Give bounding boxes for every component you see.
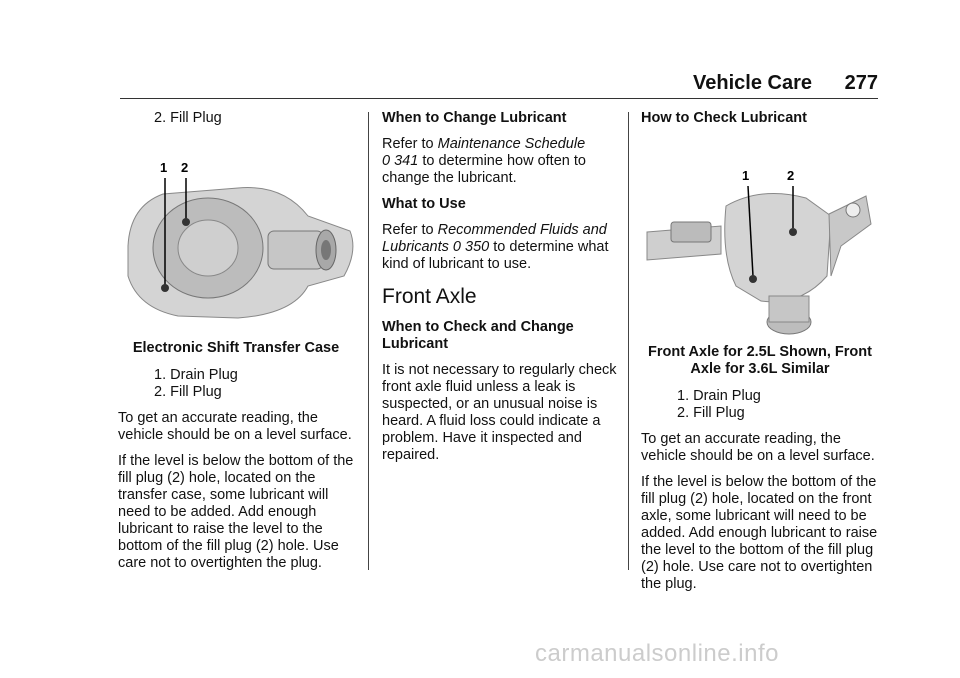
paragraph: Refer to Maintenance Schedule 0 341 to determine how often to change the lubricant. [382, 136, 586, 186]
paragraph: To get an accurate reading, the vehicle should be on a level surface. [641, 431, 875, 464]
xref-maintenance-schedule[interactable]: Maintenance Schedule [437, 136, 586, 152]
callout-1: 1 [742, 168, 750, 183]
figure-caption: Electronic Shift Transfer Case [132, 340, 340, 356]
list-item: 2. Fill Plug [154, 384, 222, 400]
footer-watermark: carmanualsonline.info [535, 640, 779, 667]
section-heading: When to Check and Change Lubricant [382, 319, 574, 352]
section-heading: When to Change Lubricant [382, 110, 567, 126]
section-heading: How to Check Lubricant [641, 110, 807, 126]
list-item: 1. Drain Plug [677, 388, 761, 404]
page-number: 277 [844, 72, 878, 94]
transfer-case-illustration [118, 136, 354, 334]
column-divider-1 [368, 112, 369, 570]
header-rule [120, 98, 878, 99]
callout-2: 2 [181, 160, 189, 175]
callout-1: 1 [160, 160, 168, 175]
front-axle-illustration [641, 136, 879, 338]
xref-recommended-fluids[interactable]: Recommended Fluids and Lubricants [382, 222, 607, 255]
list-item: 2. Fill Plug [677, 405, 745, 421]
column-divider-2 [628, 112, 629, 570]
column-2 [382, 110, 618, 473]
paragraph: It is not necessary to regularly check front axle fluid unless a leak is suspected, or an unusual noise is heard. A fluid loss could indicate a problem. Have it inspected and repaired. [382, 362, 617, 463]
plug-list [641, 388, 879, 422]
page-header [120, 72, 878, 100]
section-heading: What to Use [382, 196, 466, 212]
list-item: 2. Fill Plug [154, 110, 222, 126]
transfer-case-figure [118, 136, 354, 334]
xref-page-341[interactable]: 0 341 [382, 153, 419, 169]
xref-page-350[interactable]: 0 350 [448, 239, 490, 255]
column-1 [118, 110, 354, 581]
paragraph: Refer to Recommended Fluids and Lubricants 0 350 to determine what kind of lubricant to use. [382, 222, 609, 272]
paragraph: To get an accurate reading, the vehicle should be on a level surface. [118, 410, 352, 443]
callout-2: 2 [787, 168, 795, 183]
header-title: Vehicle Care [693, 72, 812, 94]
paragraph: If the level is below the bottom of the fill plug (2) hole, located on the front axle, some lubricant will need to be added. Add enough lubricant to raise the level to the bottom of the fill plug (2) hole. Use care not to overtighten the plug. [641, 474, 878, 592]
section-title: Front Axle [382, 285, 477, 308]
front-axle-figure [641, 136, 879, 338]
figure-caption: Front Axle for 2.5L Shown, Front Axle for 3.6L Similar [648, 344, 872, 377]
plug-list [118, 367, 354, 401]
paragraph: If the level is below the bottom of the fill plug (2) hole, located on the transfer case, some lubricant will need to be added. Add enough lubricant to raise the level to the bottom of the fill plug (2) hole. Use care not to overtighten the plug. [118, 453, 354, 571]
list-item: 1. Drain Plug [154, 367, 238, 383]
column-3 [641, 110, 879, 602]
